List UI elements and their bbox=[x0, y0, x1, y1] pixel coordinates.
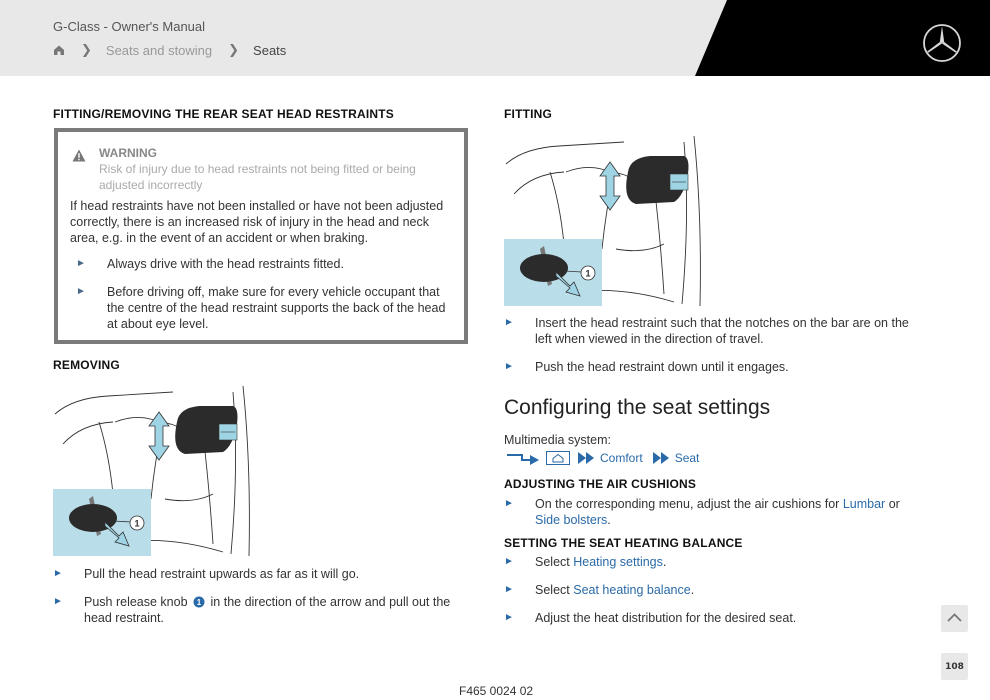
list-item: ► Adjust the heat distribution for the desired seat. bbox=[504, 611, 797, 625]
configuring-title: Configuring the seat settings bbox=[504, 396, 771, 419]
fitting-illustration bbox=[504, 134, 709, 306]
list-item: ► On the corresponding menu, adjust the air cushions for Lumbar or Side bolsters. bbox=[504, 497, 900, 527]
list-item: ► Pull the head restraint upwards as far as it will go. bbox=[53, 567, 360, 581]
bullet-arrow-icon: ► bbox=[76, 258, 86, 269]
warning-body: If head restraints have not been installed or have not been adjusted correctly, there is an increased risk of injury in the head and neck area, e.g. in the event of an accident or when braking. bbox=[70, 199, 444, 245]
warning-subtitle: Risk of injury due to head restraints not being fitted or being adjusted incorrectly bbox=[99, 162, 416, 192]
heating-settings-link[interactable]: Heating settings bbox=[573, 555, 663, 569]
callout-number: 1 bbox=[134, 518, 140, 529]
list-item: ► Before driving off, make sure for every vehicle occupant that the centre of the head restraint supports the back of the head at about eye level. bbox=[76, 285, 446, 331]
bullet-arrow-icon: ► bbox=[504, 612, 514, 623]
bullet-arrow-icon: ► bbox=[53, 596, 63, 607]
warning-box bbox=[54, 128, 468, 344]
lumbar-link[interactable]: Lumbar bbox=[842, 497, 886, 511]
release-knob-number-icon bbox=[193, 596, 205, 608]
path-start-arrow-icon bbox=[506, 451, 540, 465]
seat-heating-balance-heading: SETTING THE SEAT HEATING BALANCE bbox=[504, 536, 743, 550]
bullet-arrow-icon: ► bbox=[504, 361, 514, 372]
list-item: ► Push the head restraint down until it engages. bbox=[504, 360, 789, 374]
list-item: ► Select Seat heating balance. bbox=[504, 583, 695, 597]
rear-head-restraints-heading: FITTING/REMOVING THE REAR SEAT HEAD RESTRAINTS bbox=[53, 107, 394, 121]
path-seat[interactable]: Seat bbox=[674, 451, 700, 465]
bullet-arrow-icon: ► bbox=[504, 317, 514, 328]
warning-triangle-icon bbox=[72, 149, 86, 162]
breadcrumb-current: Seats bbox=[253, 42, 287, 58]
list-item: ► Always drive with the head restraints fitted. bbox=[76, 257, 344, 271]
bullet-arrow-icon: ► bbox=[504, 556, 514, 567]
figure-code: F465 0024 02 bbox=[459, 684, 534, 698]
list-item: ► Push release knob 1 in the direction of the arrow and pull out the head restraint. bbox=[53, 595, 451, 625]
bullet-arrow-icon: ► bbox=[504, 584, 514, 595]
double-chevron-icon bbox=[653, 452, 671, 464]
home-menu-icon[interactable] bbox=[546, 451, 570, 465]
mercedes-star-logo[interactable] bbox=[922, 23, 962, 63]
manual-title: G-Class - Owner's Manual bbox=[53, 19, 206, 34]
multimedia-label: Multimedia system: bbox=[504, 433, 611, 447]
air-cushions-heading: ADJUSTING THE AIR CUSHIONS bbox=[504, 477, 697, 491]
double-chevron-icon bbox=[578, 452, 596, 464]
list-item: ► Select Heating settings. bbox=[504, 555, 667, 569]
warning-title: WARNING bbox=[99, 146, 157, 160]
fitting-heading: FITTING bbox=[504, 107, 553, 121]
removing-illustration bbox=[53, 384, 258, 556]
bullet-arrow-icon: ► bbox=[53, 568, 63, 579]
removing-heading: REMOVING bbox=[53, 358, 120, 372]
chevron-right-icon: ❯ bbox=[228, 42, 240, 57]
svg-text:1: 1 bbox=[196, 598, 202, 607]
home-icon[interactable] bbox=[53, 44, 65, 56]
page-number-badge[interactable]: 108 bbox=[941, 653, 968, 680]
breadcrumb bbox=[53, 42, 286, 58]
bullet-arrow-icon: ► bbox=[504, 498, 514, 509]
scroll-up-button[interactable] bbox=[941, 605, 968, 632]
chevron-up-icon bbox=[941, 605, 968, 632]
multimedia-path bbox=[506, 451, 709, 465]
list-item: ► Insert the head restraint such that the notches on the bar are on the left when viewed in the direction of travel. bbox=[504, 316, 909, 346]
callout-number: 1 bbox=[585, 268, 591, 279]
bullet-arrow-icon: ► bbox=[76, 286, 86, 297]
path-comfort[interactable]: Comfort bbox=[600, 451, 643, 465]
breadcrumb-seats-and-stowing[interactable]: Seats and stowing bbox=[105, 42, 213, 58]
chevron-right-icon: ❯ bbox=[81, 42, 92, 57]
side-bolsters-link[interactable]: Side bolsters bbox=[535, 513, 608, 527]
seat-heating-balance-link[interactable]: Seat heating balance bbox=[573, 583, 691, 597]
